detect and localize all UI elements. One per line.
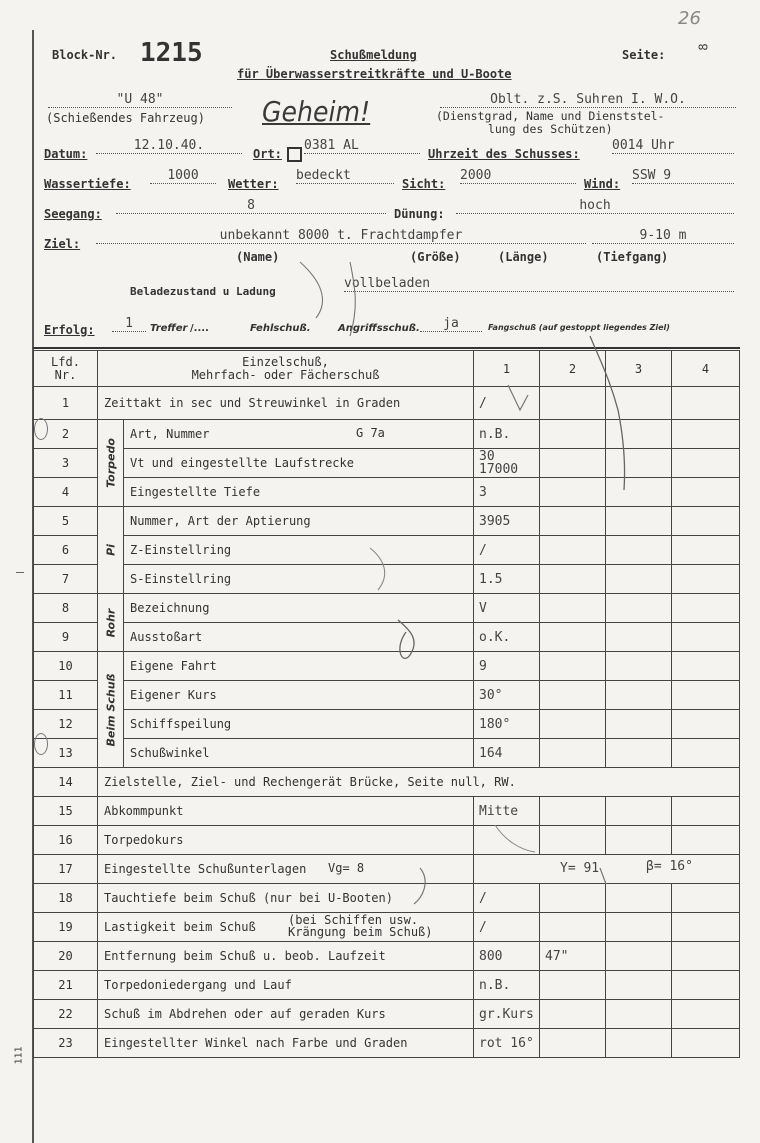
row-number: 9 xyxy=(34,623,98,652)
row-number: 10 xyxy=(34,652,98,681)
time-label: Uhrzeit des Schusses: xyxy=(428,147,580,161)
header-description: Einzelschuß, Mehrfach- oder Fächerschuß xyxy=(98,351,474,387)
row-number: 8 xyxy=(34,594,98,623)
result-attack-value: ja xyxy=(420,316,482,332)
row-number: 6 xyxy=(34,536,98,565)
row-label-extra: (bei Schiffen usw. Krängung beim Schuß) xyxy=(288,913,433,939)
header-col-2: 2 xyxy=(540,351,606,387)
target-sub-draft: (Tiefgang) xyxy=(596,250,669,264)
sea-label: Seegang: xyxy=(44,207,102,221)
row-label: Nummer, Art der Aptierung xyxy=(130,514,311,528)
sight-label: Sicht: xyxy=(402,177,446,191)
header-col-4: 4 xyxy=(672,351,740,387)
row-group-label: Torpedo xyxy=(104,438,117,488)
target-sub-size: (Größe) xyxy=(410,250,461,264)
row-number: 3 xyxy=(34,449,98,478)
row-label: Torpedokurs xyxy=(104,833,184,847)
target-name-value: unbekannt 8000 t. Frachtdampfer xyxy=(96,228,586,244)
header-col-1: 1 xyxy=(474,351,540,387)
vessel-value: "U 48" xyxy=(48,92,232,108)
row-value-col-1: 9 xyxy=(474,652,540,681)
row-value-col-1: / xyxy=(474,387,540,420)
location-label: Ort: xyxy=(253,147,282,161)
row-label: S-Einstellring xyxy=(130,572,232,586)
row-label: Schuß im Abdrehen oder auf geraden Kurs xyxy=(104,1007,386,1021)
row-value-col-1: / xyxy=(474,913,540,942)
row-number: 7 xyxy=(34,565,98,594)
wind-label: Wind: xyxy=(584,177,621,191)
depth-value: 1000 xyxy=(150,168,216,184)
page-mark: 26 xyxy=(678,8,701,29)
row-label: Ausstoßart xyxy=(130,630,203,644)
target-sub-length: (Länge) xyxy=(498,250,549,264)
row-number: 21 xyxy=(34,971,98,1000)
result-attack-label: Angriffsschuß. xyxy=(338,323,420,334)
form-subtitle: für Überwasserstreitkräfte und U-Boote xyxy=(237,67,512,81)
row-label: Entfernung beim Schuß u. beob. Laufzeit xyxy=(104,949,386,963)
target-sub-name: (Name) xyxy=(236,250,280,264)
row-value-col-1: V xyxy=(474,594,540,623)
row-value-col-1: n.B. xyxy=(474,420,540,449)
row-label: Schußwinkel xyxy=(130,746,210,760)
block-number: 1215 xyxy=(140,38,203,68)
row-number: 14 xyxy=(34,768,98,797)
row-label: Zeittakt in sec und Streuwinkel in Graden xyxy=(104,396,401,410)
row-label: Lastigkeit beim Schuß xyxy=(104,920,256,934)
margin-note: 111 xyxy=(13,1046,25,1065)
row-extra-beta: β= 16° xyxy=(646,859,693,874)
row-value-col-1: / xyxy=(474,884,540,913)
officer-label: (Dienstgrad, Name und Dienststel- lung des Schützen) xyxy=(436,109,665,136)
row-value-col-1: o.K. xyxy=(474,623,540,652)
sea-value: 8 xyxy=(116,198,386,214)
row-value-col-1: 30° xyxy=(474,681,540,710)
row-value-col-1: rot 16° xyxy=(474,1029,540,1058)
weather-label: Wetter: xyxy=(228,177,279,191)
row-label: Z-Einstellring xyxy=(130,543,232,557)
row-value-col-1: 180° xyxy=(474,710,540,739)
row-value-col-1: 164 xyxy=(474,739,540,768)
result-separator: /.... xyxy=(190,323,209,334)
row-number: 4 xyxy=(34,478,98,507)
header-lfd: Lfd. Nr. xyxy=(34,351,98,387)
row-value-col-1: 800 xyxy=(474,942,540,971)
page-number-label: Seite: xyxy=(622,48,666,62)
row-number: 11 xyxy=(34,681,98,710)
row-label: Eingestellte Schußunterlagen xyxy=(104,862,307,876)
row-label: Abkommpunkt xyxy=(104,804,184,818)
row-label: Art, Nummer xyxy=(130,427,210,441)
depth-label: Wassertiefe: xyxy=(44,177,131,191)
vessel-label: (Schießendes Fahrzeug) xyxy=(46,111,205,125)
wind-value: SSW 9 xyxy=(632,168,734,184)
swell-label: Dünung: xyxy=(394,207,445,221)
result-miss-label: Fehlschuß. xyxy=(250,323,311,334)
date-label: Datum: xyxy=(44,147,88,161)
row-label-extra: Vg= 8 xyxy=(328,861,365,875)
time-value: 0014 Uhr xyxy=(612,138,734,154)
row-number: 13 xyxy=(34,739,98,768)
page-number-value: 8 xyxy=(696,43,711,51)
row-value-col-1: 1.5 xyxy=(474,565,540,594)
row-number: 18 xyxy=(34,884,98,913)
row-number: 15 xyxy=(34,797,98,826)
row-group-label: Beim Schuß xyxy=(104,673,117,746)
row-number: 20 xyxy=(34,942,98,971)
row-label: Tauchtiefe beim Schuß (nur bei U-Booten) xyxy=(104,891,393,905)
form-title: Schußmeldung xyxy=(330,48,417,62)
row-number: 23 xyxy=(34,1029,98,1058)
result-catch-label: Fangschuß (auf gestoppt liegendes Ziel) xyxy=(488,323,670,332)
row-value-col-1: 3905 xyxy=(474,507,540,536)
target-draft-value: 9-10 m xyxy=(592,228,734,244)
row-number: 12 xyxy=(34,710,98,739)
row-number: 17 xyxy=(34,855,98,884)
result-hits-label: Treffer xyxy=(150,323,188,334)
row-label: Zielstelle, Ziel- und Rechengerät Brücke, Seite null, RW. xyxy=(104,775,516,789)
officer-value: Oblt. z.S. Suhren I. W.O. xyxy=(440,92,736,108)
result-label: Erfolg: xyxy=(44,323,95,337)
location-value: 0381 AL xyxy=(304,138,420,154)
weather-value: bedeckt xyxy=(296,168,394,184)
row-number: 19 xyxy=(34,913,98,942)
row-label: Eingestellter Winkel nach Farbe und Graden xyxy=(104,1036,408,1050)
row-label: Bezeichnung xyxy=(130,601,210,615)
row-group-label: Rohr xyxy=(104,608,117,637)
load-value: vollbeladen xyxy=(344,276,734,292)
row-value-col-1: Mitte xyxy=(474,797,540,826)
row-number: 5 xyxy=(34,507,98,536)
result-hits-value: 1 xyxy=(112,316,146,332)
block-label: Block-Nr. xyxy=(52,48,118,62)
header-col-3: 3 xyxy=(606,351,672,387)
date-value: 12.10.40. xyxy=(96,138,242,154)
row-number: 22 xyxy=(34,1000,98,1029)
row-value-col-1: 3 xyxy=(474,478,540,507)
row-label: Eingestellte Tiefe xyxy=(130,485,261,499)
row-label: Torpedoniedergang und Lauf xyxy=(104,978,292,992)
load-label: Beladezustand u Ladung xyxy=(130,285,276,298)
row-value-col-1: gr.Kurs xyxy=(474,1000,540,1029)
row-label-extra: G 7a xyxy=(356,426,385,440)
row-group-label: Pi xyxy=(104,544,117,556)
row-number: 2 xyxy=(34,420,98,449)
row-label: Schiffspeilung xyxy=(130,717,232,731)
secret-stamp: Geheim! xyxy=(262,95,371,128)
target-label: Ziel: xyxy=(44,237,81,251)
row-label: Vt und eingestellte Laufstrecke xyxy=(130,456,354,470)
row-label: Eigener Kurs xyxy=(130,688,217,702)
row-value-col-1: n.B. xyxy=(474,971,540,1000)
row-value-col-1: 30 17000 xyxy=(474,449,540,478)
swell-value: hoch xyxy=(456,198,734,214)
row-value-col-2: 47" xyxy=(540,942,606,971)
row-value-col-1: / xyxy=(474,536,540,565)
row-number: 16 xyxy=(34,826,98,855)
sight-value: 2000 xyxy=(460,168,576,184)
row-extra-y: Y= 91 xyxy=(560,861,600,876)
row-label: Eigene Fahrt xyxy=(130,659,217,673)
row-number: 1 xyxy=(34,387,98,420)
